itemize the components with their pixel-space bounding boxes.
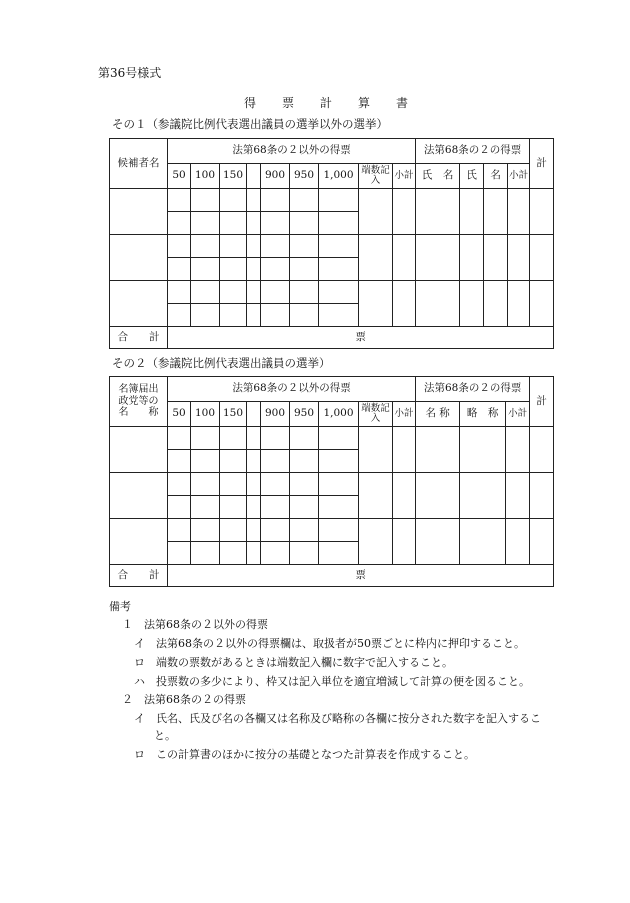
note-2a: イ 氏名、氏及び名の各欄又は名称及び略称の各欄に按分された数字を記入するこ <box>134 712 541 725</box>
col-subtotal-b: 小計 <box>506 402 530 427</box>
col-100: 100 <box>191 402 220 427</box>
title-char: 計 <box>320 96 333 110</box>
party-header-line: 名簿届出 <box>118 384 159 396</box>
note-1b: ロ 端数の票数があるときは端数記入欄に数字で記入すること。 <box>134 656 453 669</box>
note-2b: ロ この計算書のほかに按分の基礎となつた計算表を作成すること。 <box>134 748 475 761</box>
col-abbreviation: 略 称 <box>460 402 506 427</box>
title-char: 算 <box>358 96 371 110</box>
section-2-heading: その２（参議院比例代表選出議員の選挙） <box>112 356 331 370</box>
document-title <box>244 94 434 111</box>
sum-votes-cell[interactable]: 票 <box>168 565 554 587</box>
notes-heading: 備考 <box>109 600 131 613</box>
col-subtotal: 小計 <box>393 402 416 427</box>
name-cell[interactable] <box>110 427 168 473</box>
party-header-line: 政党等の <box>118 395 159 407</box>
title-char: 得 <box>244 96 257 110</box>
section-1-heading: その１（参議院比例代表選出議員の選挙以外の選挙） <box>112 117 388 131</box>
vote-calc-table-2 <box>109 376 554 587</box>
group-non-68-2: 法第68条の２以外の得票 <box>168 139 416 164</box>
party-block <box>110 427 554 473</box>
note-1c: ハ 投票数の多少により、枠又は記入単位を適宜増減して計算の便を図ること。 <box>134 675 530 688</box>
col-subtotal-b: 小計 <box>508 164 530 189</box>
col-150: 150 <box>220 402 247 427</box>
col-900: 900 <box>261 164 290 189</box>
col-total: 計 <box>530 377 554 427</box>
party-block <box>110 519 554 565</box>
title-char: 票 <box>282 96 295 110</box>
col-1000: 1,000 <box>319 402 359 427</box>
name-cell[interactable] <box>110 519 168 565</box>
col-150: 150 <box>220 164 247 189</box>
candidate-block <box>110 189 554 235</box>
candidate-block <box>110 235 554 281</box>
sum-label: 合 計 <box>110 327 168 349</box>
col-50: 50 <box>168 402 191 427</box>
col-subtotal: 小計 <box>393 164 416 189</box>
title-char: 書 <box>396 96 409 110</box>
col-party-name <box>110 377 168 427</box>
col-fraction: 端数記入 <box>359 164 393 189</box>
col-candidate-name: 候補者名 <box>110 139 168 189</box>
note-2a-cont: と。 <box>154 729 176 742</box>
sum-votes-cell[interactable]: 票 <box>168 327 554 349</box>
group-68-2: 法第68条の２の得票 <box>416 377 530 402</box>
wavy-break <box>247 164 261 189</box>
candidate-block <box>110 281 554 327</box>
col-950: 950 <box>290 164 319 189</box>
col-surname: 氏 <box>460 164 484 189</box>
party-block <box>110 473 554 519</box>
col-50: 50 <box>168 164 191 189</box>
note-1: １ 法第68条の２以外の得票 <box>122 618 268 631</box>
col-100: 100 <box>191 164 220 189</box>
form-number: 第36号様式 <box>98 66 162 80</box>
col-official-name: 名 称 <box>416 402 460 427</box>
group-68-2: 法第68条の２の得票 <box>416 139 530 164</box>
col-total: 計 <box>530 139 554 189</box>
name-cell[interactable] <box>110 235 168 281</box>
col-900: 900 <box>261 402 290 427</box>
col-fraction: 端数記入 <box>359 402 393 427</box>
wavy-break <box>247 402 261 427</box>
col-given-name: 名 <box>484 164 508 189</box>
col-950: 950 <box>290 402 319 427</box>
name-cell[interactable] <box>110 281 168 327</box>
col-full-name: 氏 名 <box>416 164 460 189</box>
name-cell[interactable] <box>110 189 168 235</box>
party-header-line: 名 称 <box>118 407 159 419</box>
vote-calc-table-1 <box>109 138 554 349</box>
note-2: ２ 法第68条の２の得票 <box>122 693 246 706</box>
name-cell[interactable] <box>110 473 168 519</box>
sum-label: 合 計 <box>110 565 168 587</box>
group-non-68-2: 法第68条の２以外の得票 <box>168 377 416 402</box>
note-1a: イ 法第68条の２以外の得票欄は、取扱者が50票ごとに枠内に押印すること。 <box>134 637 525 650</box>
col-1000: 1,000 <box>319 164 359 189</box>
